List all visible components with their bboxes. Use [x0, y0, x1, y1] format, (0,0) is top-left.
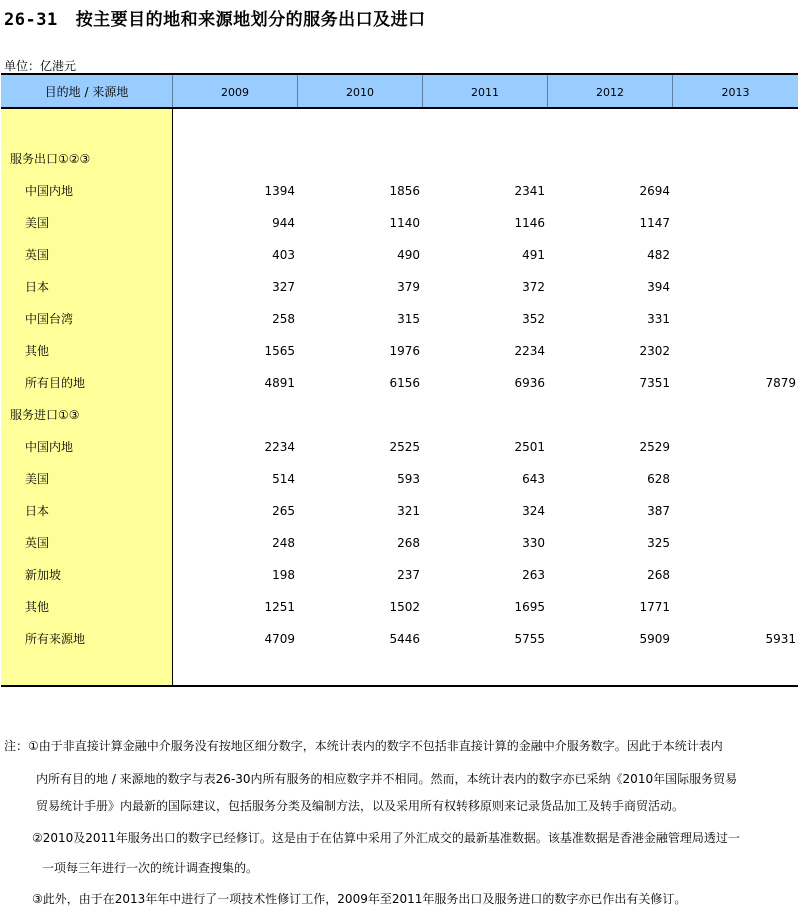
cell-value-2009: 2234 — [264, 440, 295, 454]
row-label: 中国内地 — [25, 440, 74, 454]
row-label: 新加坡 — [25, 568, 62, 582]
cell-value-2009: 944 — [272, 216, 295, 230]
cell-value-2012: 1147 — [639, 216, 670, 230]
cell-value-2009: 265 — [272, 504, 295, 518]
cell-value-2011: 352 — [522, 312, 545, 326]
table-bottom-border — [1, 685, 798, 687]
header-year-2009: 2009 — [173, 75, 298, 107]
cell-value-2009: 258 — [272, 312, 295, 326]
cell-value-2009: 403 — [272, 248, 295, 262]
table-row — [1, 495, 798, 527]
row-label: 日本 — [25, 280, 50, 294]
cell-value-2011: 6936 — [514, 376, 545, 390]
cell-value-2011: 1695 — [514, 600, 545, 614]
cell-value-2010: 1976 — [389, 344, 420, 358]
header-year-2010: 2010 — [298, 75, 423, 107]
footnote-line: ②2010及2011年服务出口的数字已经修订。这是由于在估算中采用了外汇成交的最新基准数据。该基准数据是香港金融管理局透过一 — [32, 831, 740, 845]
cell-value-2009: 248 — [272, 536, 295, 550]
data-table — [1, 73, 798, 687]
table-row — [1, 431, 798, 463]
cell-value-2012: 628 — [647, 472, 670, 486]
cell-value-2011: 2234 — [514, 344, 545, 358]
cell-value-2010: 321 — [397, 504, 420, 518]
cell-value-2009: 327 — [272, 280, 295, 294]
table-row — [1, 175, 798, 207]
cell-value-2012: 482 — [647, 248, 670, 262]
header-year-2013: 2013 — [721, 86, 750, 99]
row-label: 英国 — [25, 536, 50, 550]
row-label: 中国台湾 — [25, 312, 74, 326]
cell-value-2013: 5931 — [765, 632, 796, 646]
cell-value-2011: 263 — [522, 568, 545, 582]
header-year-2011: 2011 — [423, 75, 548, 107]
cell-value-2010: 379 — [397, 280, 420, 294]
table-row — [1, 463, 798, 495]
page-title — [4, 5, 426, 30]
table-row — [1, 239, 798, 271]
cell-value-2009: 198 — [272, 568, 295, 582]
row-label: 其他 — [25, 600, 50, 614]
cell-value-2012: 5909 — [639, 632, 670, 646]
cell-value-2010: 5446 — [389, 632, 420, 646]
unit-label: 单位：亿港元 — [4, 59, 77, 73]
cell-value-2010: 1856 — [389, 184, 420, 198]
header-label: 目的地 / 来源地 — [1, 75, 173, 107]
row-label: 日本 — [25, 504, 50, 518]
row-label: 所有来源地 — [25, 632, 86, 646]
table-number: 26-31 — [4, 10, 58, 30]
row-label: 中国内地 — [25, 184, 74, 198]
cell-value-2010: 268 — [397, 536, 420, 550]
cell-value-2010: 2525 — [389, 440, 420, 454]
cell-value-2010: 315 — [397, 312, 420, 326]
table-title: 按主要目的地和来源地划分的服务出口及进口 — [75, 10, 426, 30]
cell-value-2011: 324 — [522, 504, 545, 518]
cell-value-2010: 6156 — [389, 376, 420, 390]
footnote-line: ③此外，由于在2013年年中进行了一项技术性修订工作，2009年至2011年服务出口及服务进口的数字亦已作出有关修订。 — [32, 892, 687, 906]
cell-value-2009: 4891 — [264, 376, 295, 390]
table-row — [1, 527, 798, 559]
cell-value-2010: 593 — [397, 472, 420, 486]
row-label: 美国 — [25, 472, 50, 486]
cell-value-2011: 2501 — [514, 440, 545, 454]
table-row — [1, 303, 798, 335]
section-row — [1, 399, 798, 431]
cell-value-2009: 1565 — [264, 344, 295, 358]
header-year-2012: 2012 — [548, 75, 673, 107]
footnote-line: 注：①由于非直接计算金融中介服务没有按地区细分数字，本统计表内的数字不包括非直接计算的金融中介服务数字。因此于本统计表内 — [4, 739, 723, 753]
cell-value-2010: 237 — [397, 568, 420, 582]
cell-value-2012: 331 — [647, 312, 670, 326]
cell-value-2009: 514 — [272, 472, 295, 486]
cell-value-2009: 1394 — [264, 184, 295, 198]
table-row — [1, 367, 798, 399]
cell-value-2012: 387 — [647, 504, 670, 518]
table-row — [1, 335, 798, 367]
table-row — [1, 623, 798, 655]
table-row — [1, 271, 798, 303]
cell-value-2011: 2341 — [514, 184, 545, 198]
section-label: 服务出口①②③ — [10, 152, 91, 166]
row-label: 其他 — [25, 344, 50, 358]
cell-value-2009: 4709 — [264, 632, 295, 646]
cell-value-2012: 2302 — [639, 344, 670, 358]
cell-value-2012: 1771 — [639, 600, 670, 614]
section-label: 服务进口①③ — [10, 408, 80, 422]
row-label: 英国 — [25, 248, 50, 262]
cell-value-2012: 2694 — [639, 184, 670, 198]
cell-value-2011: 5755 — [514, 632, 545, 646]
table-row — [1, 591, 798, 623]
cell-value-2012: 325 — [647, 536, 670, 550]
footnote-line: 贸易统计手册》内最新的国际建议，包括服务分类及编制方法，以及采用所有权转移原则来记录货品加工及转手商贸活动。 — [36, 799, 685, 813]
cell-value-2011: 1146 — [514, 216, 545, 230]
cell-value-2011: 643 — [522, 472, 545, 486]
footnote-line: 一项每三年进行一次的统计调查搜集的。 — [42, 861, 259, 875]
cell-value-2012: 2529 — [639, 440, 670, 454]
row-label: 美国 — [25, 216, 50, 230]
cell-value-2010: 1502 — [389, 600, 420, 614]
cell-value-2010: 1140 — [389, 216, 420, 230]
cell-value-2011: 330 — [522, 536, 545, 550]
cell-value-2009: 1251 — [264, 600, 295, 614]
table-row — [1, 559, 798, 591]
row-label: 所有目的地 — [25, 376, 86, 390]
footnote-line: 内所有目的地 / 来源地的数字与表26-30内所有服务的相应数字并不相同。然而，本统计表内的数字亦已采纳《2010年国际服务贸易 — [36, 772, 738, 786]
table-row — [1, 207, 798, 239]
section-row — [1, 143, 798, 175]
cell-value-2010: 490 — [397, 248, 420, 262]
cell-value-2013: 7879 — [765, 376, 796, 390]
table-header — [1, 73, 798, 109]
cell-value-2012: 394 — [647, 280, 670, 294]
cell-value-2011: 491 — [522, 248, 545, 262]
cell-value-2011: 372 — [522, 280, 545, 294]
cell-value-2012: 268 — [647, 568, 670, 582]
cell-value-2012: 7351 — [639, 376, 670, 390]
